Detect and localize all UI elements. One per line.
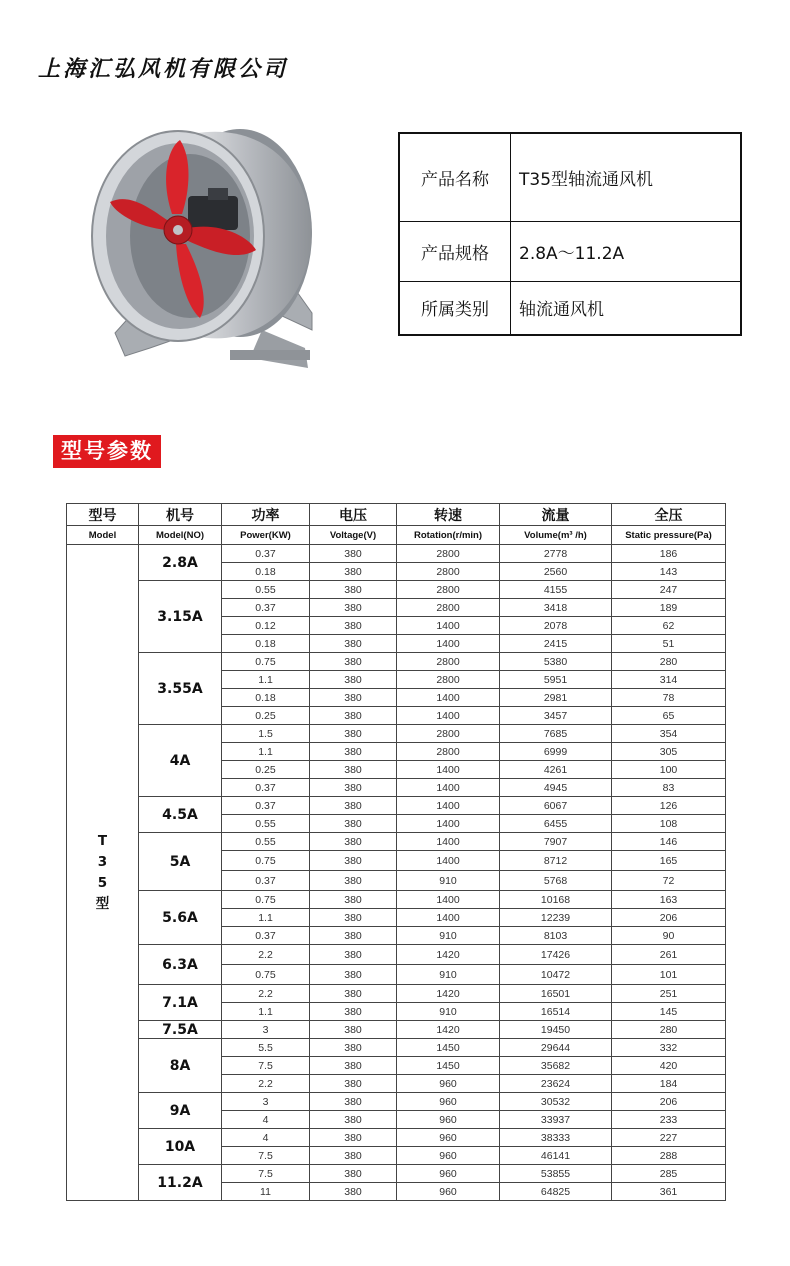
voltage-cell: 380 [310,1075,397,1093]
header-cell: 转速 [397,504,500,526]
table-row [67,1165,726,1183]
power-cell: 4 [222,1129,310,1147]
power-cell: 3 [222,1021,310,1039]
voltage-cell: 380 [310,871,397,891]
power-cell: 2.2 [222,1075,310,1093]
pressure-cell: 62 [612,617,726,635]
volume-cell: 7685 [500,725,612,743]
rotation-cell: 1400 [397,851,500,871]
machine-no-cell: 3.15A [139,581,222,653]
pressure-cell: 361 [612,1183,726,1201]
voltage-cell: 380 [310,671,397,689]
rotation-cell: 1400 [397,909,500,927]
voltage-cell: 380 [310,851,397,871]
rotation-cell: 2800 [397,545,500,563]
volume-cell: 19450 [500,1021,612,1039]
volume-cell: 2981 [500,689,612,707]
volume-cell: 38333 [500,1129,612,1147]
power-cell: 7.5 [222,1147,310,1165]
power-cell: 0.37 [222,599,310,617]
machine-no-cell: 8A [139,1039,222,1093]
power-cell: 4 [222,1111,310,1129]
rotation-cell: 2800 [397,671,500,689]
info-label: 所属类别 [399,281,511,335]
power-cell: 0.37 [222,797,310,815]
rotation-cell: 1400 [397,779,500,797]
pressure-cell: 83 [612,779,726,797]
info-value: 轴流通风机 [511,281,742,335]
power-cell: 0.18 [222,689,310,707]
rotation-cell: 910 [397,1003,500,1021]
header-cell: 流量 [500,504,612,526]
rotation-cell: 2800 [397,599,500,617]
rotation-cell: 960 [397,1165,500,1183]
table-row [67,945,726,965]
rotation-cell: 1420 [397,985,500,1003]
info-label: 产品名称 [399,133,511,221]
rotation-cell: 960 [397,1075,500,1093]
pressure-cell: 280 [612,653,726,671]
volume-cell: 2560 [500,563,612,581]
volume-cell: 4155 [500,581,612,599]
header-cell: Power(KW) [222,526,310,545]
power-cell: 1.1 [222,1003,310,1021]
table-row [67,1093,726,1111]
voltage-cell: 380 [310,1165,397,1183]
voltage-cell: 380 [310,563,397,581]
pressure-cell: 247 [612,581,726,599]
rotation-cell: 1400 [397,891,500,909]
volume-cell: 2078 [500,617,612,635]
power-cell: 0.37 [222,779,310,797]
fan-product-image [80,118,330,373]
pressure-cell: 146 [612,833,726,851]
rotation-cell: 1400 [397,707,500,725]
pressure-cell: 145 [612,1003,726,1021]
machine-no-cell: 10A [139,1129,222,1165]
table-row [67,545,726,563]
power-cell: 0.25 [222,707,310,725]
pressure-cell: 126 [612,797,726,815]
pressure-cell: 108 [612,815,726,833]
power-cell: 3 [222,1093,310,1111]
pressure-cell: 163 [612,891,726,909]
volume-cell: 23624 [500,1075,612,1093]
rotation-cell: 960 [397,1093,500,1111]
rotation-cell: 910 [397,965,500,985]
power-cell: 1.1 [222,671,310,689]
pressure-cell: 186 [612,545,726,563]
header-cell: Rotation(r/min) [397,526,500,545]
voltage-cell: 380 [310,761,397,779]
voltage-cell: 380 [310,617,397,635]
pressure-cell: 101 [612,965,726,985]
voltage-cell: 380 [310,581,397,599]
rotation-cell: 1400 [397,761,500,779]
volume-cell: 16514 [500,1003,612,1021]
product-info-table [398,132,742,336]
volume-cell: 12239 [500,909,612,927]
volume-cell: 2415 [500,635,612,653]
pressure-cell: 72 [612,871,726,891]
volume-cell: 10472 [500,965,612,985]
power-cell: 0.18 [222,563,310,581]
power-cell: 1.1 [222,743,310,761]
voltage-cell: 380 [310,1093,397,1111]
voltage-cell: 380 [310,545,397,563]
volume-cell: 5768 [500,871,612,891]
rotation-cell: 1400 [397,617,500,635]
voltage-cell: 380 [310,779,397,797]
header-cell: Voltage(V) [310,526,397,545]
info-value: 2.8A～11.2A [511,221,742,281]
header-row-cn [67,504,726,526]
rotation-cell: 2800 [397,653,500,671]
volume-cell: 6067 [500,797,612,815]
rotation-cell: 1400 [397,635,500,653]
rotation-cell: 1400 [397,689,500,707]
company-name: 上海汇弘风机有限公司 [38,56,289,82]
rotation-cell: 2800 [397,581,500,599]
power-cell: 0.37 [222,927,310,945]
power-cell: 11 [222,1183,310,1201]
volume-cell: 17426 [500,945,612,965]
power-cell: 0.75 [222,891,310,909]
voltage-cell: 380 [310,1183,397,1201]
power-cell: 0.55 [222,815,310,833]
pressure-cell: 90 [612,927,726,945]
voltage-cell: 380 [310,891,397,909]
power-cell: 0.12 [222,617,310,635]
pressure-cell: 420 [612,1057,726,1075]
voltage-cell: 380 [310,707,397,725]
machine-no-cell: 7.5A [139,1021,222,1039]
machine-no-cell: 6.3A [139,945,222,985]
rotation-cell: 1400 [397,833,500,851]
table-row [67,833,726,851]
table-row [67,1129,726,1147]
volume-cell: 10168 [500,891,612,909]
header-cell: Model(NO) [139,526,222,545]
voltage-cell: 380 [310,1003,397,1021]
table-row [67,725,726,743]
volume-cell: 29644 [500,1039,612,1057]
pressure-cell: 51 [612,635,726,653]
header-cell: Static pressure(Pa) [612,526,726,545]
rotation-cell: 1450 [397,1039,500,1057]
voltage-cell: 380 [310,927,397,945]
machine-no-cell: 5.6A [139,891,222,945]
volume-cell: 7907 [500,833,612,851]
voltage-cell: 380 [310,833,397,851]
pressure-cell: 206 [612,909,726,927]
power-cell: 7.5 [222,1165,310,1183]
machine-no-cell: 4A [139,725,222,797]
rotation-cell: 960 [397,1129,500,1147]
pressure-cell: 261 [612,945,726,965]
pressure-cell: 165 [612,851,726,871]
pressure-cell: 100 [612,761,726,779]
header-cell: 电压 [310,504,397,526]
machine-no-cell: 7.1A [139,985,222,1021]
pressure-cell: 65 [612,707,726,725]
section-title: 型号参数 [53,435,161,468]
pressure-cell: 332 [612,1039,726,1057]
voltage-cell: 380 [310,985,397,1003]
voltage-cell: 380 [310,599,397,617]
table-row [67,1021,726,1039]
pressure-cell: 233 [612,1111,726,1129]
machine-no-cell: 4.5A [139,797,222,833]
table-row [67,985,726,1003]
volume-cell: 46141 [500,1147,612,1165]
volume-cell: 5380 [500,653,612,671]
model-cell: T 3 5 型 [67,545,139,1201]
rotation-cell: 910 [397,871,500,891]
voltage-cell: 380 [310,653,397,671]
machine-no-cell: 3.55A [139,653,222,725]
info-row-name [399,133,741,221]
power-cell: 2.2 [222,985,310,1003]
power-cell: 0.55 [222,833,310,851]
volume-cell: 8103 [500,927,612,945]
voltage-cell: 380 [310,965,397,985]
voltage-cell: 380 [310,797,397,815]
header-cell: 型号 [67,504,139,526]
voltage-cell: 380 [310,1021,397,1039]
voltage-cell: 380 [310,1039,397,1057]
info-row-spec [399,221,741,281]
volume-cell: 3457 [500,707,612,725]
rotation-cell: 1420 [397,1021,500,1039]
volume-cell: 30532 [500,1093,612,1111]
rotation-cell: 2800 [397,563,500,581]
table-row [67,797,726,815]
volume-cell: 33937 [500,1111,612,1129]
machine-no-cell: 9A [139,1093,222,1129]
pressure-cell: 189 [612,599,726,617]
header-cell: 功率 [222,504,310,526]
header-cell: Model [67,526,139,545]
rotation-cell: 960 [397,1111,500,1129]
rotation-cell: 2800 [397,725,500,743]
power-cell: 2.2 [222,945,310,965]
machine-no-cell: 2.8A [139,545,222,581]
header-row-en [67,526,726,545]
info-label: 产品规格 [399,221,511,281]
voltage-cell: 380 [310,1129,397,1147]
power-cell: 0.25 [222,761,310,779]
table-row [67,653,726,671]
voltage-cell: 380 [310,1057,397,1075]
power-cell: 0.37 [222,545,310,563]
rotation-cell: 1420 [397,945,500,965]
table-row [67,1039,726,1057]
table-row [67,581,726,599]
pressure-cell: 305 [612,743,726,761]
power-cell: 0.75 [222,653,310,671]
info-row-category [399,281,741,335]
volume-cell: 64825 [500,1183,612,1201]
info-value: T35型轴流通风机 [511,133,742,221]
volume-cell: 3418 [500,599,612,617]
volume-cell: 4945 [500,779,612,797]
volume-cell: 6999 [500,743,612,761]
pressure-cell: 78 [612,689,726,707]
machine-no-cell: 11.2A [139,1165,222,1201]
voltage-cell: 380 [310,945,397,965]
power-cell: 0.75 [222,965,310,985]
pressure-cell: 288 [612,1147,726,1165]
spec-table [66,503,726,1201]
power-cell: 0.55 [222,581,310,599]
pressure-cell: 143 [612,563,726,581]
rotation-cell: 910 [397,927,500,945]
pressure-cell: 251 [612,985,726,1003]
header-cell: Volume(m³ /h) [500,526,612,545]
volume-cell: 8712 [500,851,612,871]
volume-cell: 35682 [500,1057,612,1075]
header-cell: 机号 [139,504,222,526]
rotation-cell: 960 [397,1147,500,1165]
power-cell: 1.1 [222,909,310,927]
rotation-cell: 960 [397,1183,500,1201]
table-row [67,891,726,909]
volume-cell: 53855 [500,1165,612,1183]
volume-cell: 16501 [500,985,612,1003]
voltage-cell: 380 [310,909,397,927]
pressure-cell: 354 [612,725,726,743]
power-cell: 0.37 [222,871,310,891]
volume-cell: 2778 [500,545,612,563]
power-cell: 0.18 [222,635,310,653]
voltage-cell: 380 [310,725,397,743]
volume-cell: 5951 [500,671,612,689]
header-cell: 全压 [612,504,726,526]
pressure-cell: 184 [612,1075,726,1093]
voltage-cell: 380 [310,815,397,833]
voltage-cell: 380 [310,743,397,761]
power-cell: 1.5 [222,725,310,743]
spec-table-body [67,545,726,1201]
voltage-cell: 380 [310,635,397,653]
power-cell: 7.5 [222,1057,310,1075]
pressure-cell: 280 [612,1021,726,1039]
voltage-cell: 380 [310,1111,397,1129]
pressure-cell: 314 [612,671,726,689]
pressure-cell: 227 [612,1129,726,1147]
pressure-cell: 285 [612,1165,726,1183]
volume-cell: 6455 [500,815,612,833]
voltage-cell: 380 [310,1147,397,1165]
pressure-cell: 206 [612,1093,726,1111]
power-cell: 5.5 [222,1039,310,1057]
rotation-cell: 1400 [397,815,500,833]
power-cell: 0.75 [222,851,310,871]
machine-no-cell: 5A [139,833,222,891]
rotation-cell: 1400 [397,797,500,815]
rotation-cell: 2800 [397,743,500,761]
voltage-cell: 380 [310,689,397,707]
volume-cell: 4261 [500,761,612,779]
rotation-cell: 1450 [397,1057,500,1075]
